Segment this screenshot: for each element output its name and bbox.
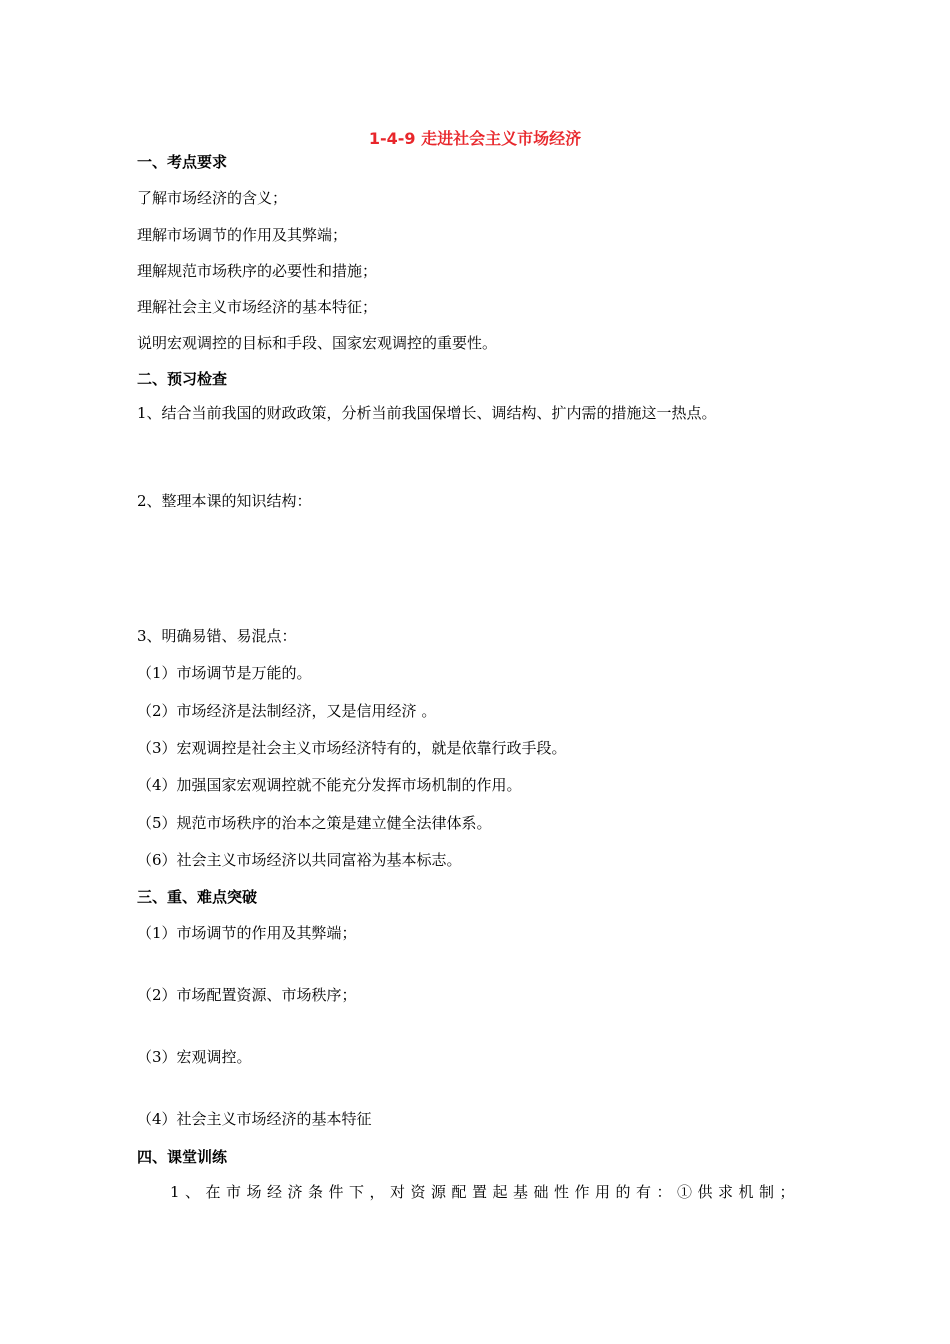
misconception-item: （5）规范市场秩序的治本之策是建立健全法律体系。 [137,814,492,832]
section-heading-preview: 二、预习检查 [137,370,228,388]
requirement-item: 理解规范市场秩序的必要性和措施； [137,262,378,280]
requirement-item: 说明宏观调控的目标和手段、国家宏观调控的重要性。 [137,334,498,352]
key-point-item: （1）市场调节的作用及其弊端； [137,924,357,942]
misconception-item: （3）宏观调控是社会主义市场经济特有的，就是依靠行政手段。 [137,739,567,757]
requirement-item: 了解市场经济的含义； [137,189,288,207]
preview-question-2: 2、整理本课的知识结构： [137,492,312,510]
section-heading-requirements: 一、考点要求 [137,153,228,171]
requirement-item: 理解市场调节的作用及其弊端； [137,226,348,244]
misconception-item: （6）社会主义市场经济以共同富裕为基本标志。 [137,851,462,869]
requirement-item: 理解社会主义市场经济的基本特征； [137,298,378,316]
key-point-item: （2）市场配置资源、市场秩序； [137,986,357,1004]
misconception-item: （1）市场调节是万能的。 [137,664,312,682]
section-heading-key-points: 三、重、难点突破 [137,888,258,906]
misconception-item: （4）加强国家宏观调控就不能充分发挥市场机制的作用。 [137,776,522,794]
section-heading-practice: 四、课堂训练 [137,1148,228,1166]
key-point-item: （4）社会主义市场经济的基本特征 [137,1110,372,1128]
practice-question-1: 1、在市场经济条件下，对资源配置起基础性作用的有：①供求机制； [170,1183,801,1201]
misconception-item: （2）市场经济是法制经济，又是信用经济 。 [137,702,437,720]
key-point-item: （3）宏观调控。 [137,1048,252,1066]
preview-question-3: 3、明确易错、易混点： [137,627,297,645]
document-title: 1-4-9 走进社会主义市场经济 [368,129,582,148]
preview-question-1: 1、结合当前我国的财政政策，分析当前我国保增长、调结构、扩内需的措施这一热点。 [137,404,717,422]
